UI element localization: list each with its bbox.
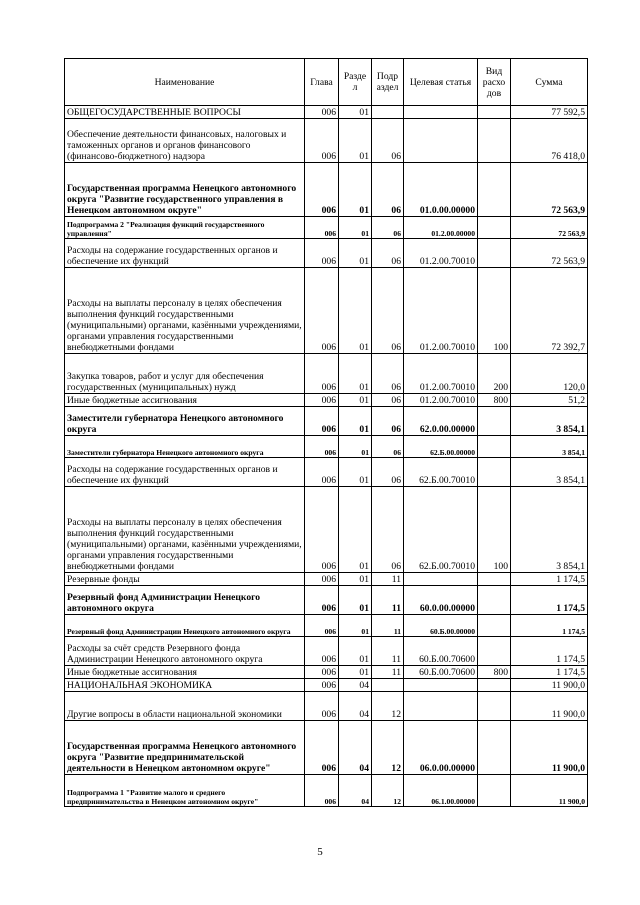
cell-podrazdel: 06 — [372, 394, 404, 407]
table-row — [65, 586, 588, 615]
table-row — [65, 119, 588, 163]
cell-celevaya: 62.Б.00.70010 — [404, 458, 478, 487]
header-summa: Сумма — [511, 59, 588, 106]
cell-celevaya — [404, 106, 478, 119]
cell-razdel: 01 — [339, 394, 372, 407]
cell-summa: 1 174,5 — [511, 666, 588, 679]
page-number: 5 — [317, 846, 323, 858]
table-row — [65, 775, 588, 807]
cell-vid: 800 — [478, 394, 511, 407]
table-row — [65, 217, 588, 239]
cell-podrazdel: 11 — [372, 615, 404, 637]
cell-name: Иные бюджетные ассигнования — [65, 666, 305, 679]
cell-summa: 3 854,1 — [511, 487, 588, 573]
cell-podrazdel: 11 — [372, 637, 404, 666]
table-row — [65, 679, 588, 692]
cell-celevaya: 60.Б.00.70600 — [404, 666, 478, 679]
cell-name: Резервный фонд Администрации Ненецкого автономного округа — [65, 586, 305, 615]
cell-vid: 800 — [478, 666, 511, 679]
cell-vid: 100 — [478, 268, 511, 354]
cell-celevaya: 62.Б.00.00000 — [404, 436, 478, 458]
cell-podrazdel: 11 — [372, 666, 404, 679]
cell-glava: 006 — [305, 721, 339, 775]
cell-name: Подпрограмма 1 "Развитие малого и среднего предпринимательства в Ненецком автономном округе" — [65, 775, 305, 807]
cell-glava: 006 — [305, 615, 339, 637]
cell-podrazdel: 06 — [372, 354, 404, 394]
cell-razdel: 01 — [339, 239, 372, 268]
cell-vid: 100 — [478, 487, 511, 573]
cell-name: Государственная программа Ненецкого автономного округа "Развитие предпринимательской деятельности в Ненецком автономном округе" — [65, 721, 305, 775]
cell-glava: 006 — [305, 487, 339, 573]
cell-vid — [478, 637, 511, 666]
cell-vid — [478, 436, 511, 458]
cell-razdel: 01 — [339, 666, 372, 679]
cell-podrazdel — [372, 679, 404, 692]
header-razdel: Разде л — [339, 59, 372, 106]
cell-podrazdel: 11 — [372, 573, 404, 586]
cell-glava: 006 — [305, 268, 339, 354]
table-row — [65, 721, 588, 775]
cell-summa: 11 900,0 — [511, 775, 588, 807]
cell-vid — [478, 458, 511, 487]
cell-razdel: 01 — [339, 586, 372, 615]
cell-podrazdel: 06 — [372, 119, 404, 163]
cell-razdel: 01 — [339, 354, 372, 394]
cell-glava: 006 — [305, 239, 339, 268]
cell-vid — [478, 586, 511, 615]
cell-celevaya — [404, 573, 478, 586]
cell-razdel: 01 — [339, 163, 372, 217]
cell-glava: 006 — [305, 217, 339, 239]
cell-razdel: 01 — [339, 458, 372, 487]
table-row — [65, 163, 588, 217]
cell-glava: 006 — [305, 436, 339, 458]
cell-summa: 1 174,5 — [511, 573, 588, 586]
cell-razdel: 01 — [339, 119, 372, 163]
cell-podrazdel: 06 — [372, 487, 404, 573]
cell-name: Обеспечение деятельности финансовых, налоговых и таможенных органов и органов финансового (финансово-бюджетного) надзора — [65, 119, 305, 163]
cell-name: Заместители губернатора Ненецкого автономного округа — [65, 407, 305, 436]
cell-name: Резервный фонд Администрации Ненецкого автономного округа — [65, 615, 305, 637]
cell-vid: 200 — [478, 354, 511, 394]
cell-glava: 006 — [305, 458, 339, 487]
cell-celevaya: 60.Б.00.00000 — [404, 615, 478, 637]
cell-celevaya: 01.2.00.70010 — [404, 394, 478, 407]
cell-summa: 77 592,5 — [511, 106, 588, 119]
cell-glava: 006 — [305, 394, 339, 407]
cell-razdel: 04 — [339, 692, 372, 721]
cell-vid — [478, 119, 511, 163]
cell-podrazdel: 06 — [372, 268, 404, 354]
cell-podrazdel: 11 — [372, 586, 404, 615]
cell-name: Расходы на содержание государственных органов и обеспечение их функций — [65, 458, 305, 487]
cell-vid — [478, 721, 511, 775]
cell-glava: 006 — [305, 354, 339, 394]
cell-celevaya: 06.1.00.00000 — [404, 775, 478, 807]
cell-vid — [478, 217, 511, 239]
cell-summa: 72 392,7 — [511, 268, 588, 354]
cell-podrazdel: 12 — [372, 721, 404, 775]
cell-podrazdel: 06 — [372, 239, 404, 268]
cell-glava: 006 — [305, 679, 339, 692]
table-row — [65, 354, 588, 394]
cell-vid — [478, 692, 511, 721]
cell-razdel: 04 — [339, 721, 372, 775]
cell-summa: 1 174,5 — [511, 586, 588, 615]
cell-glava: 006 — [305, 163, 339, 217]
cell-glava: 006 — [305, 119, 339, 163]
header-podrazdel: Подр аздел — [372, 59, 404, 106]
table-row — [65, 436, 588, 458]
cell-name: Расходы на выплаты персоналу в целях обеспечения выполнения функций государственными (муниципальными) органами, казёнными учреждениями, органами управления государственными внебюджетными фондами — [65, 487, 305, 573]
cell-glava: 006 — [305, 775, 339, 807]
cell-name: Расходы за счёт средств Резервного фонда Администрации Ненецкого автономного округа — [65, 637, 305, 666]
cell-summa: 120,0 — [511, 354, 588, 394]
table-row — [65, 268, 588, 354]
cell-razdel: 01 — [339, 487, 372, 573]
cell-summa: 1 174,5 — [511, 615, 588, 637]
cell-summa: 72 563,9 — [511, 239, 588, 268]
header-glava: Глава — [305, 59, 339, 106]
cell-celevaya: 62.0.00.00000 — [404, 407, 478, 436]
cell-name: Резервные фонды — [65, 573, 305, 586]
cell-celevaya — [404, 692, 478, 721]
table-row — [65, 106, 588, 119]
cell-summa: 3 854,1 — [511, 407, 588, 436]
cell-vid — [478, 407, 511, 436]
cell-name: Заместители губернатора Ненецкого автономного округа — [65, 436, 305, 458]
table-row — [65, 666, 588, 679]
table-row — [65, 487, 588, 573]
cell-celevaya — [404, 119, 478, 163]
cell-vid — [478, 239, 511, 268]
cell-summa: 11 900,0 — [511, 692, 588, 721]
cell-name: Расходы на выплаты персоналу в целях обеспечения выполнения функций государственными (муниципальными) органами, казёнными учреждениями, органами управления государственными внебюджетными фондами — [65, 268, 305, 354]
cell-vid — [478, 573, 511, 586]
cell-celevaya: 01.2.00.70010 — [404, 239, 478, 268]
cell-razdel: 04 — [339, 775, 372, 807]
table-row — [65, 394, 588, 407]
header-vid: Вид расхо дов — [478, 59, 511, 106]
cell-podrazdel: 12 — [372, 692, 404, 721]
header-celevaya: Целевая статья — [404, 59, 478, 106]
cell-summa: 76 418,0 — [511, 119, 588, 163]
cell-razdel: 01 — [339, 637, 372, 666]
cell-glava: 006 — [305, 106, 339, 119]
cell-glava: 006 — [305, 573, 339, 586]
cell-podrazdel: 06 — [372, 407, 404, 436]
cell-summa: 1 174,5 — [511, 637, 588, 666]
cell-celevaya: 60.0.00.00000 — [404, 586, 478, 615]
cell-podrazdel: 06 — [372, 163, 404, 217]
cell-summa: 3 854,1 — [511, 458, 588, 487]
cell-vid — [478, 679, 511, 692]
cell-glava: 006 — [305, 407, 339, 436]
cell-celevaya: 01.2.00.70010 — [404, 354, 478, 394]
cell-podrazdel: 06 — [372, 436, 404, 458]
cell-podrazdel: 06 — [372, 458, 404, 487]
table-row — [65, 458, 588, 487]
cell-celevaya — [404, 679, 478, 692]
cell-summa: 3 854,1 — [511, 436, 588, 458]
table-row — [65, 407, 588, 436]
cell-name: ОБЩЕГОСУДАРСТВЕННЫЕ ВОПРОСЫ — [65, 106, 305, 119]
cell-name: Закупка товаров, работ и услуг для обеспечения государственных (муниципальных) нужд — [65, 354, 305, 394]
table-row — [65, 637, 588, 666]
cell-name: Подпрограмма 2 "Реализация функций государственного управления" — [65, 217, 305, 239]
cell-razdel: 04 — [339, 679, 372, 692]
table-row — [65, 573, 588, 586]
cell-vid — [478, 775, 511, 807]
cell-glava: 006 — [305, 666, 339, 679]
budget-table — [64, 58, 588, 807]
cell-name: Государственная программа Ненецкого автономного округа "Развитие государственного управления в Ненецком автономном округе" — [65, 163, 305, 217]
cell-name: Расходы на содержание государственных органов и обеспечение их функций — [65, 239, 305, 268]
cell-razdel: 01 — [339, 217, 372, 239]
cell-podrazdel: 06 — [372, 217, 404, 239]
table-header-row — [65, 59, 588, 106]
cell-razdel: 01 — [339, 436, 372, 458]
cell-razdel: 01 — [339, 268, 372, 354]
table-row — [65, 239, 588, 268]
cell-razdel: 01 — [339, 615, 372, 637]
cell-celevaya: 01.2.00.00000 — [404, 217, 478, 239]
cell-celevaya: 01.2.00.70010 — [404, 268, 478, 354]
cell-summa: 72 563,9 — [511, 217, 588, 239]
cell-celevaya: 60.Б.00.70600 — [404, 637, 478, 666]
table-row — [65, 615, 588, 637]
cell-razdel: 01 — [339, 106, 372, 119]
cell-podrazdel: 12 — [372, 775, 404, 807]
cell-celevaya: 06.0.00.00000 — [404, 721, 478, 775]
cell-summa: 51,2 — [511, 394, 588, 407]
cell-vid — [478, 615, 511, 637]
cell-glava: 006 — [305, 692, 339, 721]
cell-summa: 72 563,9 — [511, 163, 588, 217]
cell-vid — [478, 163, 511, 217]
cell-celevaya: 01.0.00.00000 — [404, 163, 478, 217]
table-row — [65, 692, 588, 721]
cell-glava: 006 — [305, 637, 339, 666]
cell-glava: 006 — [305, 586, 339, 615]
cell-summa: 11 900,0 — [511, 721, 588, 775]
cell-podrazdel — [372, 106, 404, 119]
cell-vid — [478, 106, 511, 119]
cell-razdel: 01 — [339, 407, 372, 436]
header-name: Наименование — [65, 59, 305, 106]
cell-name: Иные бюджетные ассигнования — [65, 394, 305, 407]
cell-razdel: 01 — [339, 573, 372, 586]
cell-name: Другие вопросы в области национальной экономики — [65, 692, 305, 721]
cell-name: НАЦИОНАЛЬНАЯ ЭКОНОМИКА — [65, 679, 305, 692]
cell-summa: 11 900,0 — [511, 679, 588, 692]
cell-celevaya: 62.Б.00.70010 — [404, 487, 478, 573]
